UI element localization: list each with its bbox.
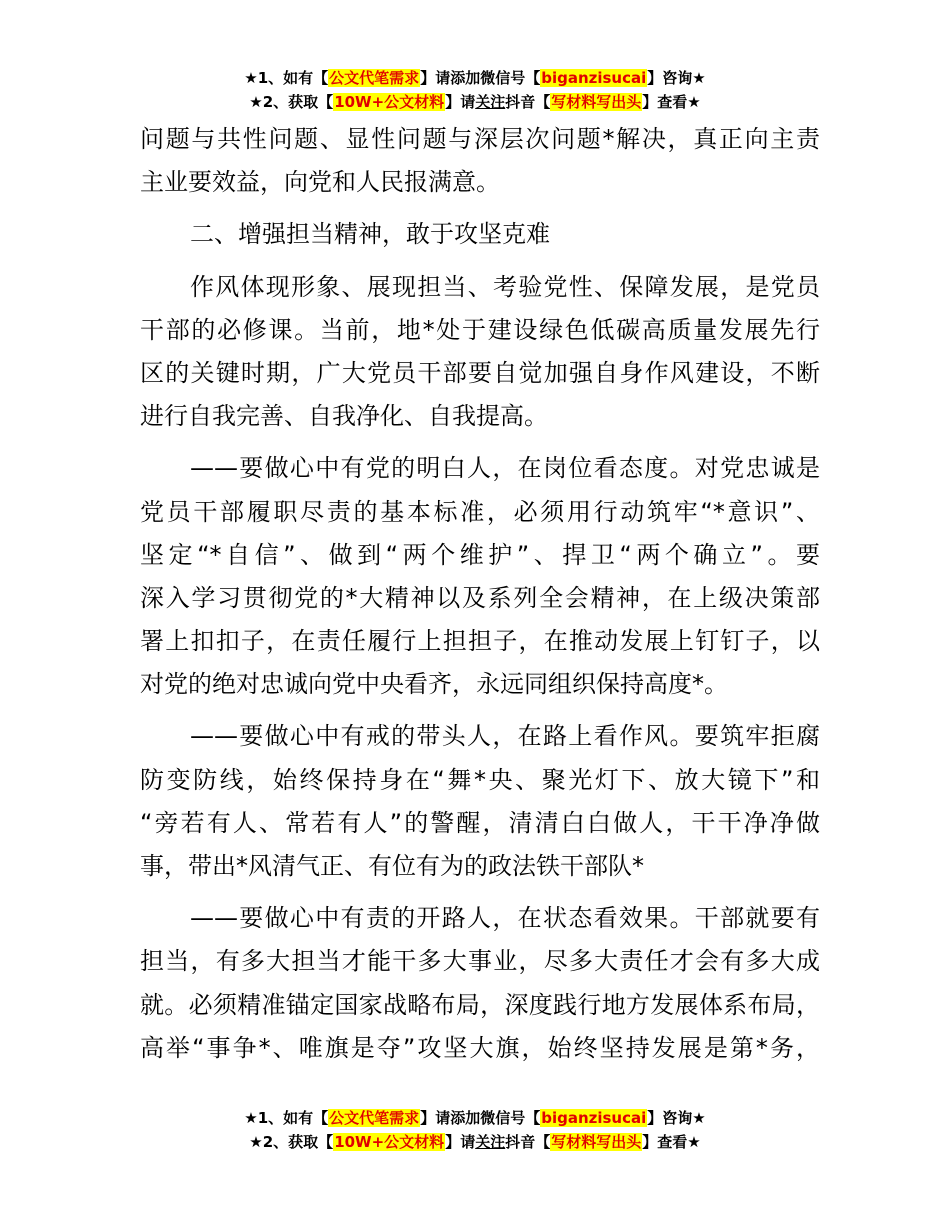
banner-text: ★1、如有【 [244,1109,329,1127]
banner-highlight: 写材料写出头 [551,93,642,111]
paragraph-2 [140,266,820,439]
banner-highlight: 公文代笔需求 [329,69,420,87]
banner-text: 】查看★ [642,93,701,111]
banner-text: 抖音【 [505,93,551,111]
banner-line-1 [0,1106,950,1130]
text-line: 深入学习贯彻党的*大精神以及系列全会精神，在上级决策部 [140,583,820,612]
text-line: ——要做心中有党的明白人，在岗位看态度。对党忠诚是 [190,454,820,483]
text-line: 防变防线，始终保持身在“舞*央、聚光灯下、放大镜下”和 [140,765,820,794]
text-line: 主业要效益，向党和人民报满意。 [140,168,500,197]
banner-text: 】请添加微信号【 [420,1109,541,1127]
banner-text: 】咨询★ [647,1109,706,1127]
banner-highlight: 10W+公文材料 [334,1133,445,1151]
text-line: ——要做心中有戒的带头人，在路上看作风。要筑牢拒腐 [190,722,820,751]
text-line: 区的关键时期，广大党员干部要自觉加强自身作风建设，不断 [140,358,820,387]
banner-highlight: 10W+公文材料 [334,93,445,111]
text-line: 高举“事争*、唯旗是夺”攻坚大旗，始终坚持发展是第*务， [140,1033,820,1062]
banner-text: 】请 [445,1133,476,1151]
banner-text: 】请 [445,93,476,111]
text-line: 党员干部履职尽责的基本标准，必须用行动筑牢“*意识”、 [140,497,820,526]
text-line: 就。必须精准锚定国家战略布局，深度践行地方发展体系布局， [140,990,820,1019]
banner-text: 】咨询★ [647,69,706,87]
document-body [140,118,820,1070]
banner-text: ★2、获取【 [249,1133,334,1151]
banner-line-1 [0,66,950,90]
footer-banner [0,1106,950,1154]
section-heading [140,213,820,256]
text-line: 事，带出*风清气正、有位有为的政法铁干部队* [140,852,644,880]
paragraph-4 [140,715,820,888]
text-line: ——要做心中有责的开路人，在状态看效果。干部就要有 [190,904,820,933]
banner-underlined-text: 关注 [475,93,506,111]
text-line: 问题与共性问题、显性问题与深层次问题*解决，真正向主责 [140,125,820,153]
banner-text: 】查看★ [642,1133,701,1151]
banner-underlined-text: 关注 [475,1133,506,1151]
text-line: “旁若有人、常若有人”的警醒，清清白白做人，干干净净做 [140,808,820,837]
text-line: 作风体现形象、展现担当、考验党性、保障发展，是党员 [190,272,820,301]
text-line: 干部的必修课。当前，地*处于建设绿色低碳高质量发展先行 [140,315,820,344]
banner-text: 】请添加微信号【 [420,69,541,87]
header-banner [0,66,950,114]
paragraph-1 [140,118,820,204]
banner-text: ★1、如有【 [244,69,329,87]
banner-line-2 [0,1130,950,1154]
banner-text: ★2、获取【 [249,93,334,111]
paragraph-5 [140,897,820,1070]
banner-highlight: 公文代笔需求 [329,1109,420,1127]
wechat-id-highlight: biganzisucai [541,1109,647,1127]
paragraph-3 [140,447,820,706]
text-line: 担当，有多大担当才能干多大事业，尽多大责任才会有多大成 [140,947,820,976]
banner-text: 抖音【 [505,1133,551,1151]
text-line: 坚定“*自信”、做到“两个维护”、捍卫“两个确立”。要 [140,540,820,569]
heading-text: 二、增强担当精神，敢于攻坚克难 [190,220,550,249]
text-line: 署上扣扣子，在责任履行上担担子，在推动发展上钉钉子，以 [140,627,820,656]
wechat-id-highlight: biganzisucai [541,69,647,87]
banner-line-2 [0,90,950,114]
text-line: 对党的绝对忠诚向党中央看齐，永远同组织保持高度*。 [140,670,728,699]
banner-highlight: 写材料写出头 [551,1133,642,1151]
text-line: 进行自我完善、自我净化、自我提高。 [140,402,548,431]
